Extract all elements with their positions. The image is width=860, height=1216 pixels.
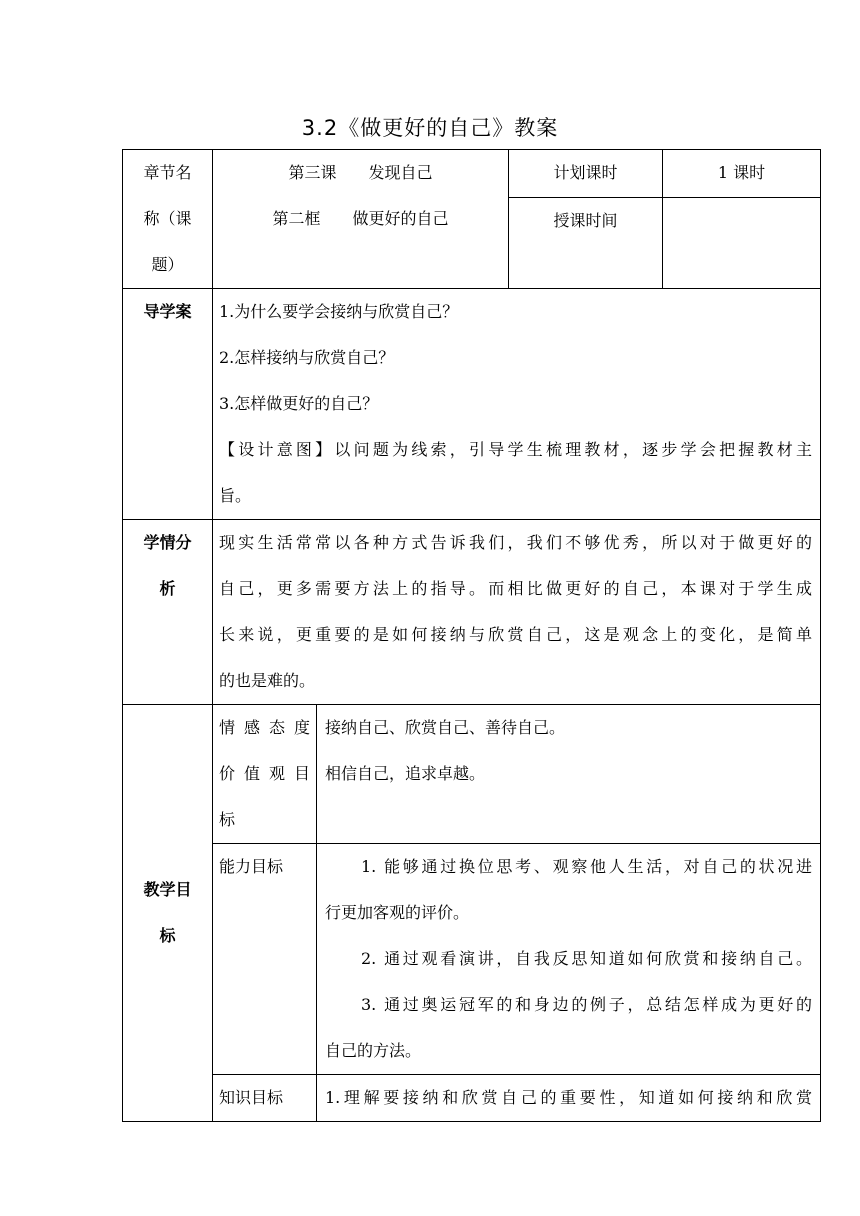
chapter-label-line: 章节名 [143, 163, 192, 182]
analysis-line: 自己，更多需要方法上的指导。而相比做更好的自己，本课对于学生成 [219, 579, 813, 598]
ability-line: 2. 通过观看演讲，自我反思知道如何欣赏和接纳自己。 [361, 949, 813, 968]
guide-question: 3.怎样做更好的自己？ [219, 394, 379, 413]
knowledge-content [317, 1075, 821, 1122]
ability-line: 1. 能够通过换位思考、观察他人生活，对自己的状况进 [361, 857, 813, 876]
emotion-line: 相信自己，追求卓越。 [325, 764, 486, 783]
design-intent-line: 【设计意图】以问题为线索，引导学生梳理教材，逐步学会把握教材主 [219, 440, 813, 459]
ability-label-cell [213, 844, 317, 1075]
knowledge-line: 1.理解要接纳和欣赏自己的重要性，知道如何接纳和欣赏 [325, 1088, 813, 1107]
plan-hours-value: 1 课时 [663, 150, 821, 198]
emotion-content [317, 705, 821, 844]
guide-question: 2.怎样接纳与欣赏自己？ [219, 348, 395, 367]
guide-question: 1.为什么要学会接纳与欣赏自己？ [219, 302, 459, 321]
document-title: 3.2《做更好的自己》教案 [301, 116, 559, 140]
objectives-label-line: 标 [159, 926, 176, 945]
emotion-label-cell [213, 705, 317, 844]
guide-content [213, 289, 821, 520]
analysis-content [213, 520, 821, 705]
lesson-line: 第三课 发现自己 [288, 163, 433, 182]
emotion-label-line: 价值观目 [219, 764, 310, 783]
lesson-title-cell [213, 150, 509, 289]
analysis-label-line: 学情分 [143, 533, 192, 552]
chapter-label-cell [123, 150, 213, 289]
lesson-line: 第二框 做更好的自己 [272, 209, 449, 228]
analysis-line: 现实生活常常以各种方式告诉我们，我们不够优秀，所以对于做更好的 [219, 533, 813, 552]
lesson-plan-table [122, 149, 821, 1122]
knowledge-label: 知识目标 [219, 1088, 284, 1107]
ability-line: 3. 通过奥运冠军的和身边的例子，总结怎样成为更好的 [361, 995, 813, 1014]
objectives-label-line: 教学目 [143, 880, 192, 899]
teaching-time-label: 授课时间 [509, 197, 663, 288]
analysis-label-line: 析 [159, 579, 176, 598]
teaching-time-value [663, 197, 821, 288]
guide-label: 导学案 [123, 289, 213, 520]
chapter-label-line: 题） [151, 255, 184, 274]
ability-line: 自己的方法。 [325, 1041, 422, 1060]
analysis-line: 的也是难的。 [219, 671, 316, 690]
objectives-label-cell [123, 705, 213, 1122]
ability-label: 能力目标 [219, 857, 284, 876]
ability-content [317, 844, 821, 1075]
emotion-label-line: 情感态度 [219, 718, 310, 737]
analysis-line: 长来说，更重要的是如何接纳与欣赏自己，这是观念上的变化，是简单 [219, 625, 813, 644]
plan-hours-label: 计划课时 [509, 150, 663, 198]
analysis-label-cell [123, 520, 213, 705]
emotion-label-line: 标 [219, 810, 236, 829]
chapter-label-line: 称（课 [143, 209, 192, 228]
design-intent-line: 旨。 [219, 486, 252, 505]
knowledge-label-cell [213, 1075, 317, 1122]
emotion-line: 接纳自己、欣赏自己、善待自己。 [325, 718, 566, 737]
ability-line: 行更加客观的评价。 [325, 903, 470, 922]
